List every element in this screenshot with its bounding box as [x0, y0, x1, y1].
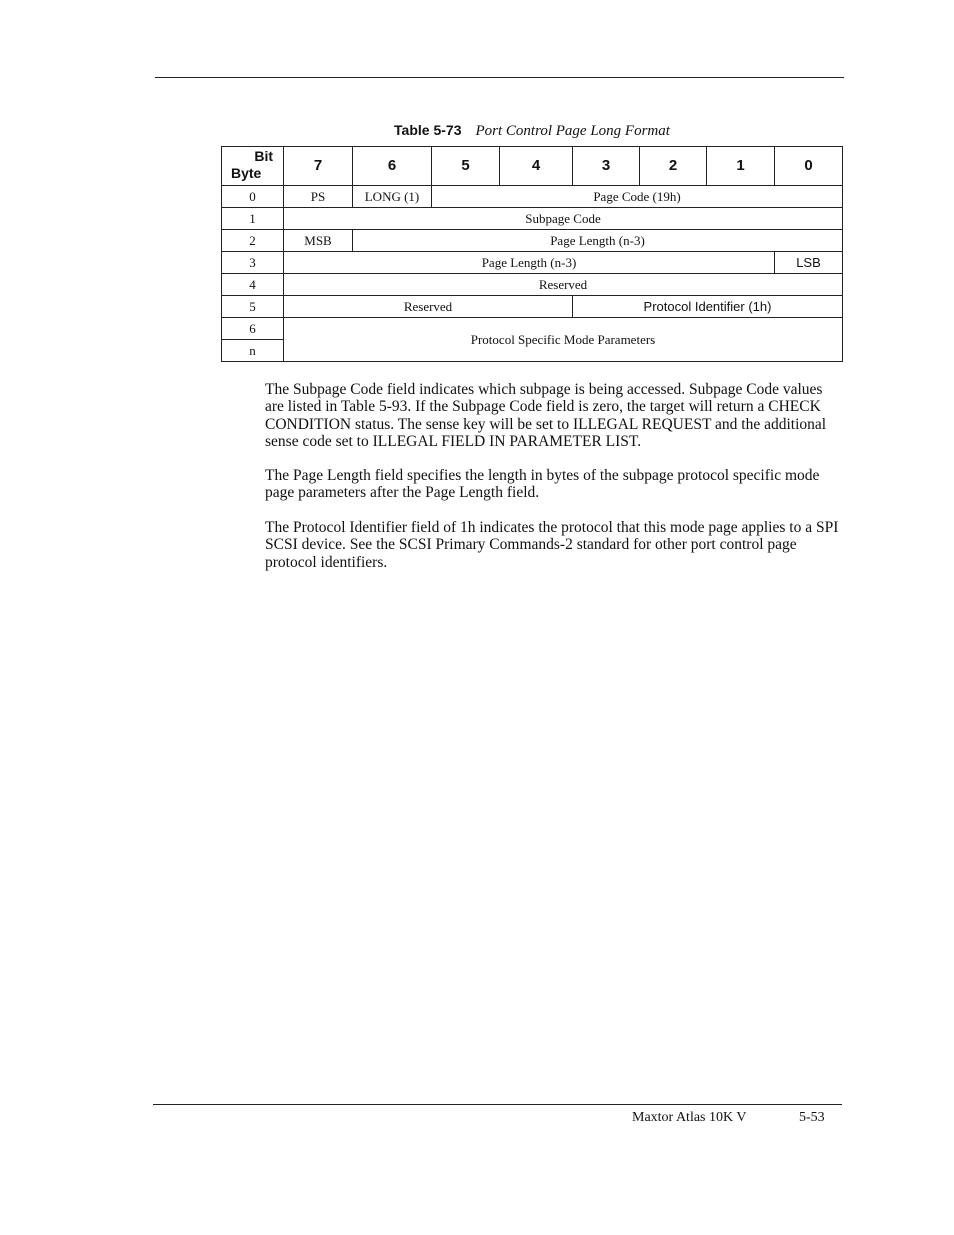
- byte-index: 4: [222, 274, 284, 296]
- byte-index: 5: [222, 296, 284, 318]
- long-field: LONG (1): [353, 186, 432, 208]
- table-row: [222, 186, 843, 208]
- bit-6-header: 6: [353, 147, 432, 186]
- page-length-field: Page Length (n-3): [353, 230, 843, 252]
- byte-index: n: [222, 340, 284, 362]
- protocol-identifier-field: Protocol Identifier (1h): [573, 296, 843, 318]
- byte-index: 1: [222, 208, 284, 230]
- bit-2-header: 2: [640, 147, 707, 186]
- header-row: [222, 147, 843, 186]
- bit-7-header: 7: [284, 147, 353, 186]
- table-row: [222, 230, 843, 252]
- reserved-field: Reserved: [284, 274, 843, 296]
- table-number: Table 5-73: [394, 122, 462, 138]
- byte-index: 6: [222, 318, 284, 340]
- byte-index: 3: [222, 252, 284, 274]
- protocol-specific-params-field: Protocol Specific Mode Parameters: [284, 318, 843, 362]
- bit-4-header: 4: [500, 147, 573, 186]
- table-row: [222, 252, 843, 274]
- msb-field: MSB: [284, 230, 353, 252]
- bit-1-header: 1: [707, 147, 775, 186]
- table-row: [222, 296, 843, 318]
- page-length-field: Page Length (n-3): [284, 252, 775, 274]
- page-length-paragraph: The Page Length field specifies the length in bytes of the subpage protocol specific mode page parameters after the Page Length field.: [265, 467, 820, 502]
- lsb-field: LSB: [775, 252, 843, 274]
- table-row: [222, 318, 843, 340]
- byte-index: 2: [222, 230, 284, 252]
- port-control-page-table: [221, 146, 843, 362]
- bit-5-header: 5: [432, 147, 500, 186]
- bit-3-header: 3: [573, 147, 640, 186]
- bit-0-header: 0: [775, 147, 843, 186]
- byte-label: Byte: [231, 165, 262, 181]
- table-caption: [222, 122, 842, 140]
- header-rule: [155, 77, 844, 78]
- byte-index: 0: [222, 186, 284, 208]
- protocol-identifier-paragraph: The Protocol Identifier field of 1h indicates the protocol that this mode page applies to a SPI SCSI device. See the SCSI Primary Commands-2 standard for other port control page protocol identifiers.: [265, 519, 839, 571]
- footer-rule: [153, 1104, 842, 1105]
- table-row: [222, 274, 843, 296]
- table-title: Port Control Page Long Format: [475, 123, 670, 139]
- ps-field: PS: [284, 186, 353, 208]
- bit-label: Bit: [254, 148, 273, 164]
- page-code-field: Page Code (19h): [432, 186, 843, 208]
- reserved-field: Reserved: [284, 296, 573, 318]
- bit-byte-cell: [222, 147, 284, 186]
- footer-page-number: 5-53: [799, 1110, 825, 1125]
- table-row: [222, 208, 843, 230]
- subpage-code-paragraph: The Subpage Code field indicates which subpage is being accessed. Subpage Code values are listed in Table 5-93. If the Subpage Code field is zero, the target will return a CHECK CONDITION status. The sense key will be set to ILLEGAL REQUEST and the additional sense code set to ILLEGAL FIELD IN PARAMETER LIST.: [265, 381, 827, 450]
- footer-product: Maxtor Atlas 10K V: [632, 1110, 747, 1125]
- subpage-code-field: Subpage Code: [284, 208, 843, 230]
